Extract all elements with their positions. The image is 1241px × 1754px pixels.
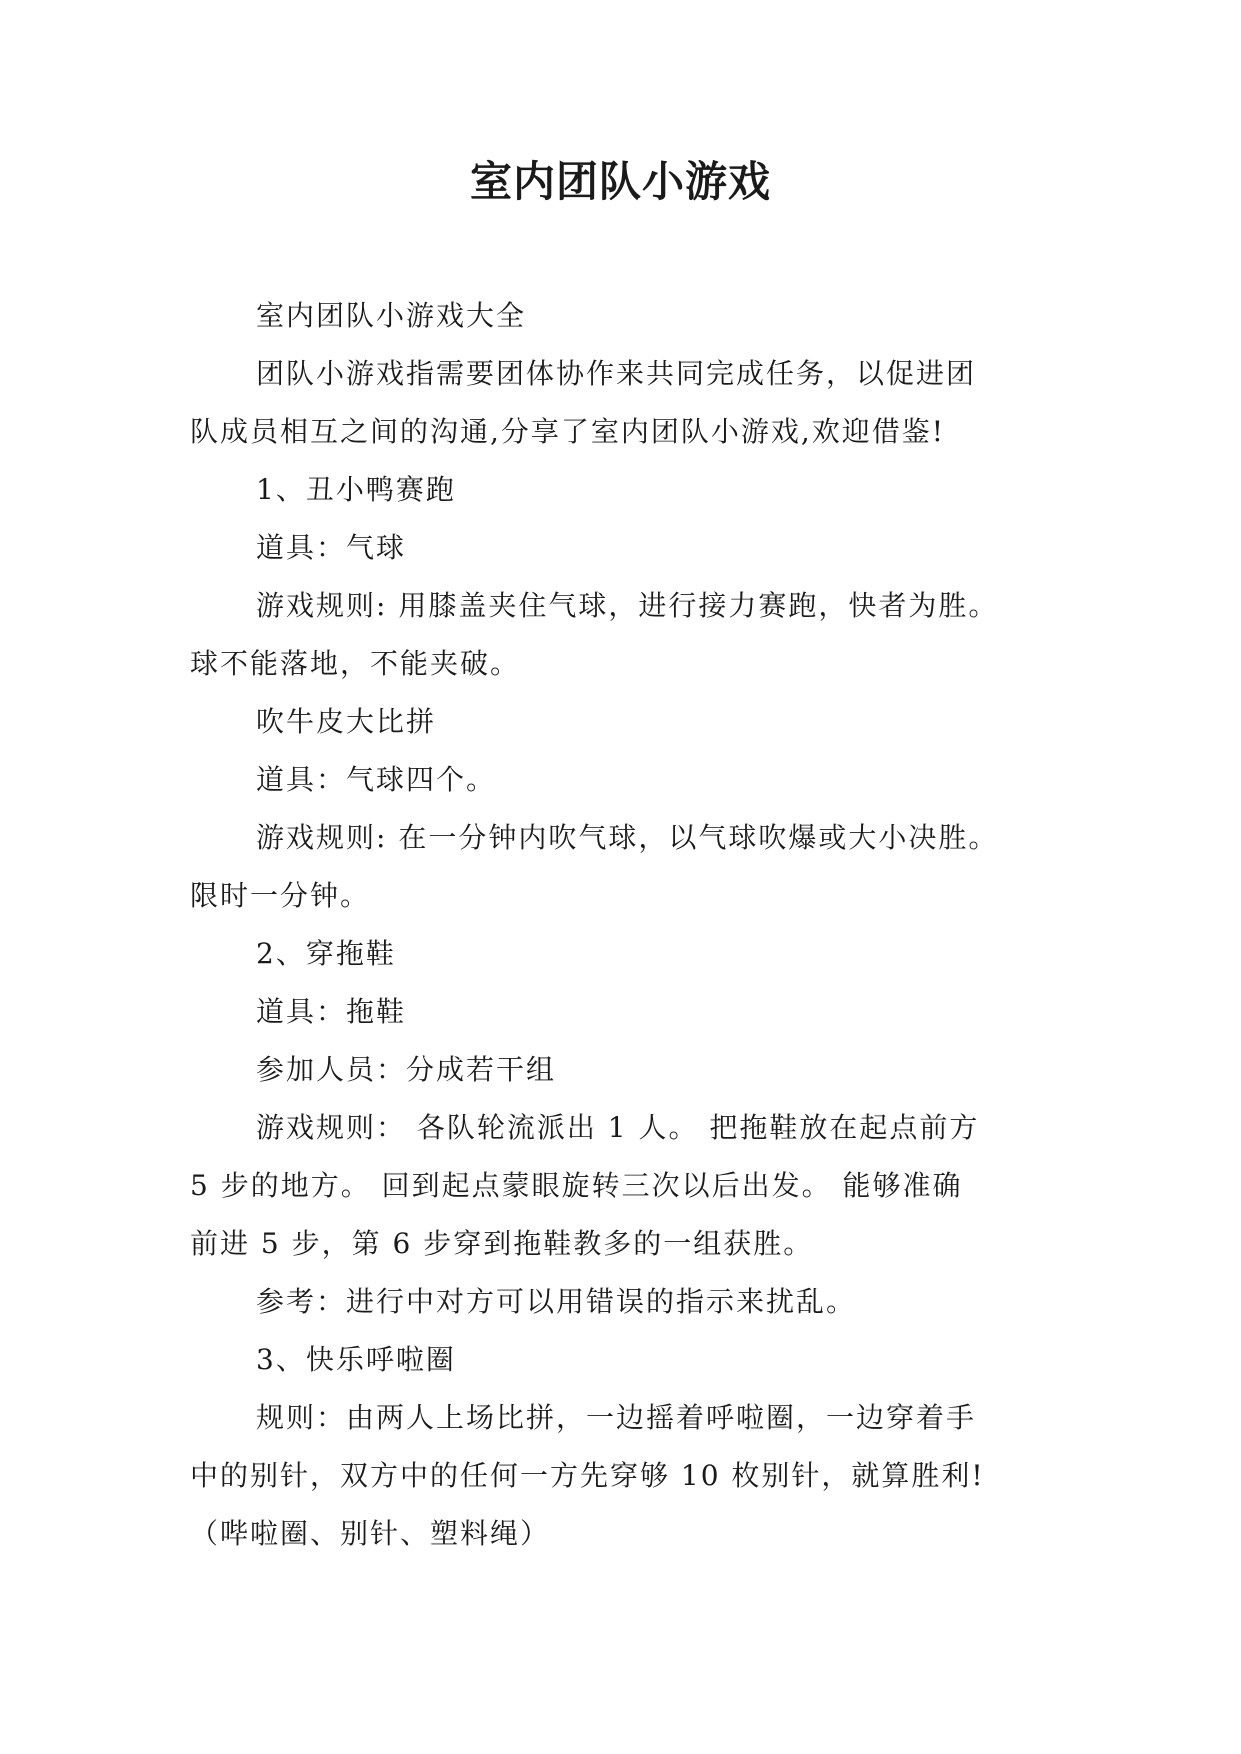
paragraph-line: 游戏规则: 用膝盖夹住气球，进行接力赛跑，快者为胜。	[256, 589, 999, 622]
paragraph-line: 前进 5 步，第 6 步穿到拖鞋教多的一组获胜。	[190, 1227, 814, 1260]
section-heading: 1、丑小鸭赛跑	[256, 473, 456, 506]
paragraph-line: 限时一分钟。	[190, 879, 371, 912]
document-title: 室内团队小游戏	[469, 157, 771, 206]
paragraph-line: 参考：进行中对方可以用错误的指示来扰乱。	[256, 1285, 857, 1318]
paragraph-line: 道具：拖鞋	[256, 995, 407, 1028]
paragraph-line: （哔啦圈、别针、塑料绳）	[190, 1517, 551, 1550]
paragraph-line: 游戏规则： 各队轮流派出 1 人。 把拖鞋放在起点前方	[256, 1111, 980, 1144]
paragraph-line: 5 步的地方。 回到起点蒙眼旋转三次以后出发。 能够准确	[190, 1169, 963, 1202]
section-heading: 吹牛皮大比拼	[256, 705, 437, 738]
paragraph-line: 室内团队小游戏大全	[256, 299, 527, 332]
paragraph-line: 道具：气球四个。	[256, 763, 497, 796]
paragraph-line: 队成员相互之间的沟通,分享了室内团队小游戏,欢迎借鉴!	[190, 415, 946, 448]
paragraph-line: 团队小游戏指需要团体协作来共同完成任务，以促进团	[256, 357, 977, 390]
paragraph-line: 游戏规则: 在一分钟内吹气球，以气球吹爆或大小决胜。	[256, 821, 999, 854]
section-heading: 2、穿拖鞋	[256, 937, 396, 970]
section-heading: 3、快乐呼啦圈	[256, 1343, 456, 1376]
paragraph-line: 规则：由两人上场比拼，一边摇着呼啦圈，一边穿着手	[256, 1401, 977, 1434]
document-body	[190, 287, 1050, 1563]
paragraph-line: 参加人员：分成若干组	[256, 1053, 557, 1086]
paragraph-line: 道具：气球	[256, 531, 407, 564]
paragraph-line: 球不能落地，不能夹破。	[190, 647, 521, 680]
paragraph-line: 中的别针，双方中的任何一方先穿够 10 枚别针，就算胜利!	[190, 1459, 985, 1492]
